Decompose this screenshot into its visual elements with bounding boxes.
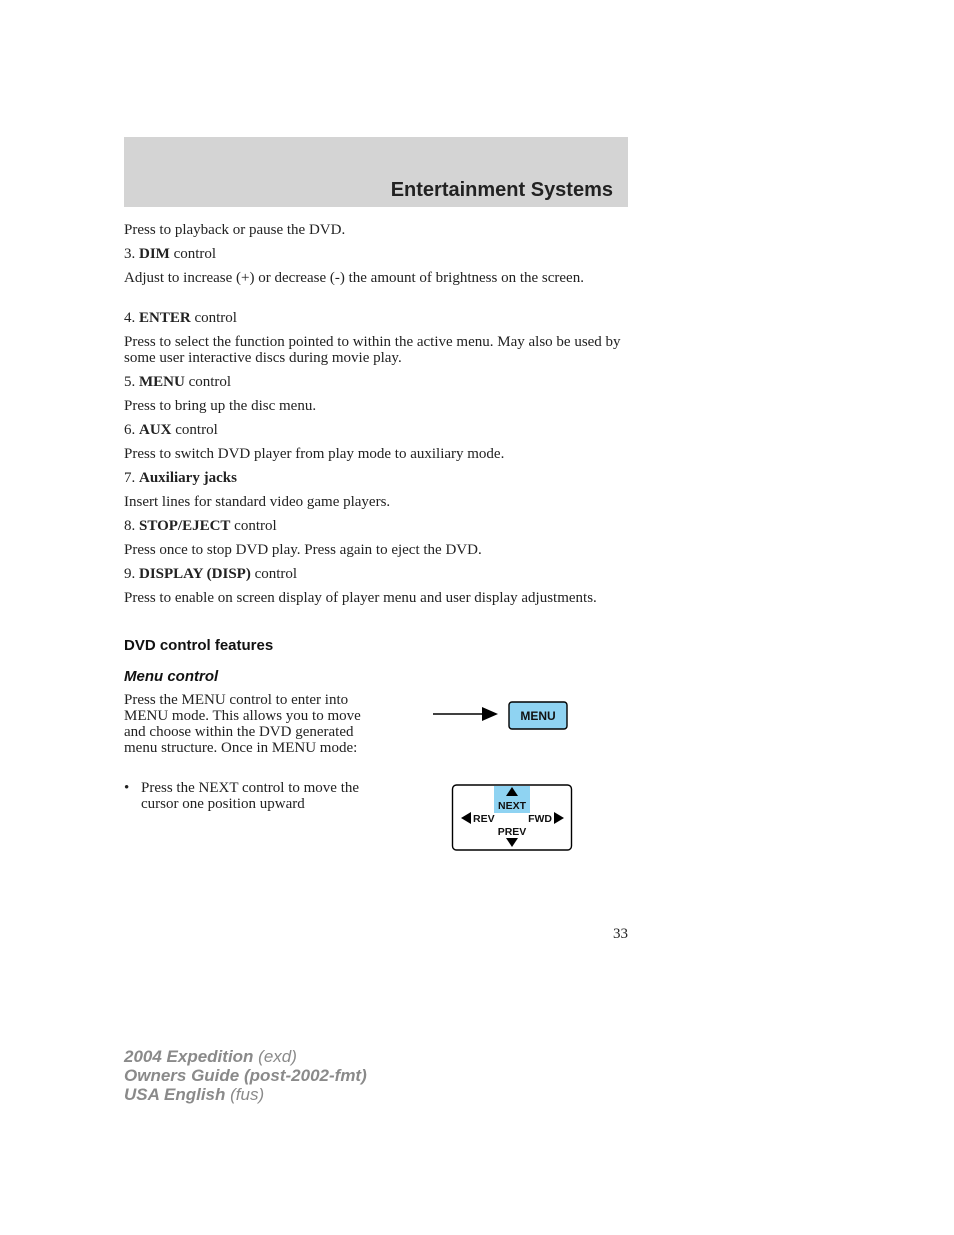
item-heading-enter (124, 310, 624, 326)
item-suffix: control (254, 566, 298, 582)
subsection-heading: Menu control (124, 668, 219, 685)
dpad-fwd-label: FWD (528, 813, 552, 825)
section-heading: DVD control features (124, 637, 274, 654)
dpad-next-label: NEXT (497, 800, 527, 812)
menu-button-illustration (430, 698, 575, 734)
pointer-arrow-head (482, 707, 498, 721)
item-name: MENU (139, 374, 185, 390)
section-title: Entertainment Systems (390, 179, 613, 201)
item-heading-stop-eject (124, 518, 624, 534)
footer-line-2 (124, 1066, 367, 1085)
item-description-stop-eject: Press once to stop DVD play. Press again to eject the DVD. (124, 542, 482, 558)
item-description-auxiliary-jacks: Insert lines for standard video game players. (124, 494, 391, 510)
item-number: 7. (124, 470, 136, 486)
item-suffix: control (188, 374, 232, 390)
item-suffix: control (173, 246, 217, 262)
footer-guide: Owners Guide (post-2002-fmt) (124, 1066, 367, 1085)
page-number: 33 (613, 926, 628, 942)
play-description: Press to playback or pause the DVD. (124, 222, 346, 238)
item-name: ENTER (139, 310, 191, 326)
item-name: DISPLAY (DISP) (139, 566, 251, 582)
item-heading-aux (124, 422, 624, 438)
item-number: 3. (124, 246, 136, 262)
item-number: 8. (124, 518, 136, 534)
dpad-prev-label: PREV (497, 826, 527, 838)
menu-button-label: MENU (520, 709, 556, 723)
footer-line-1 (124, 1047, 367, 1066)
item-number: 6. (124, 422, 136, 438)
footer-language: USA English (124, 1085, 226, 1104)
bullet-text: Press the NEXT control to move the cursor one position upward (141, 780, 360, 812)
footer-line-3 (124, 1085, 367, 1104)
menu-control-paragraph: Press the MENU control to enter into MENU mode. This allows you to move and choose within the DVD generated menu structure. Once in MENU mode: (124, 692, 361, 756)
item-description-enter: Press to select the function pointed to within the active menu. May also be used by some user interactive discs during movie play. (124, 334, 621, 366)
footer-vehicle: 2004 Expedition (124, 1047, 254, 1066)
item-description-menu: Press to bring up the disc menu. (124, 398, 317, 414)
item-heading-auxiliary-jacks (124, 470, 624, 486)
item-suffix: control (194, 310, 237, 326)
item-name: DIM (139, 246, 170, 262)
item-number: 5. (124, 374, 136, 390)
footer-vehicle-code: (exd) (258, 1047, 297, 1066)
item-heading-menu (124, 374, 624, 390)
item-name: STOP/EJECT (139, 518, 231, 534)
dpad-illustration (450, 783, 574, 853)
item-heading-dim (124, 246, 624, 262)
item-number: 9. (124, 566, 136, 582)
footer-language-code: (fus) (230, 1085, 265, 1104)
item-heading-display (124, 566, 624, 582)
item-description-aux: Press to switch DVD player from play mode to auxiliary mode. (124, 446, 505, 462)
item-suffix: control (175, 422, 218, 438)
section-header-band (124, 137, 628, 207)
bullet-marker: • (124, 780, 130, 796)
document-footer (124, 1047, 367, 1104)
item-suffix: control (234, 518, 277, 534)
item-description-dim: Adjust to increase (+) or decrease (-) the amount of brightness on the screen. (124, 270, 584, 286)
dpad-rev-label: REV (473, 813, 495, 825)
item-name: AUX (139, 422, 172, 438)
item-number: 4. (124, 310, 136, 326)
item-description-display: Press to enable on screen display of player menu and user display adjustments. (124, 590, 597, 606)
item-name: Auxiliary jacks (139, 470, 237, 486)
